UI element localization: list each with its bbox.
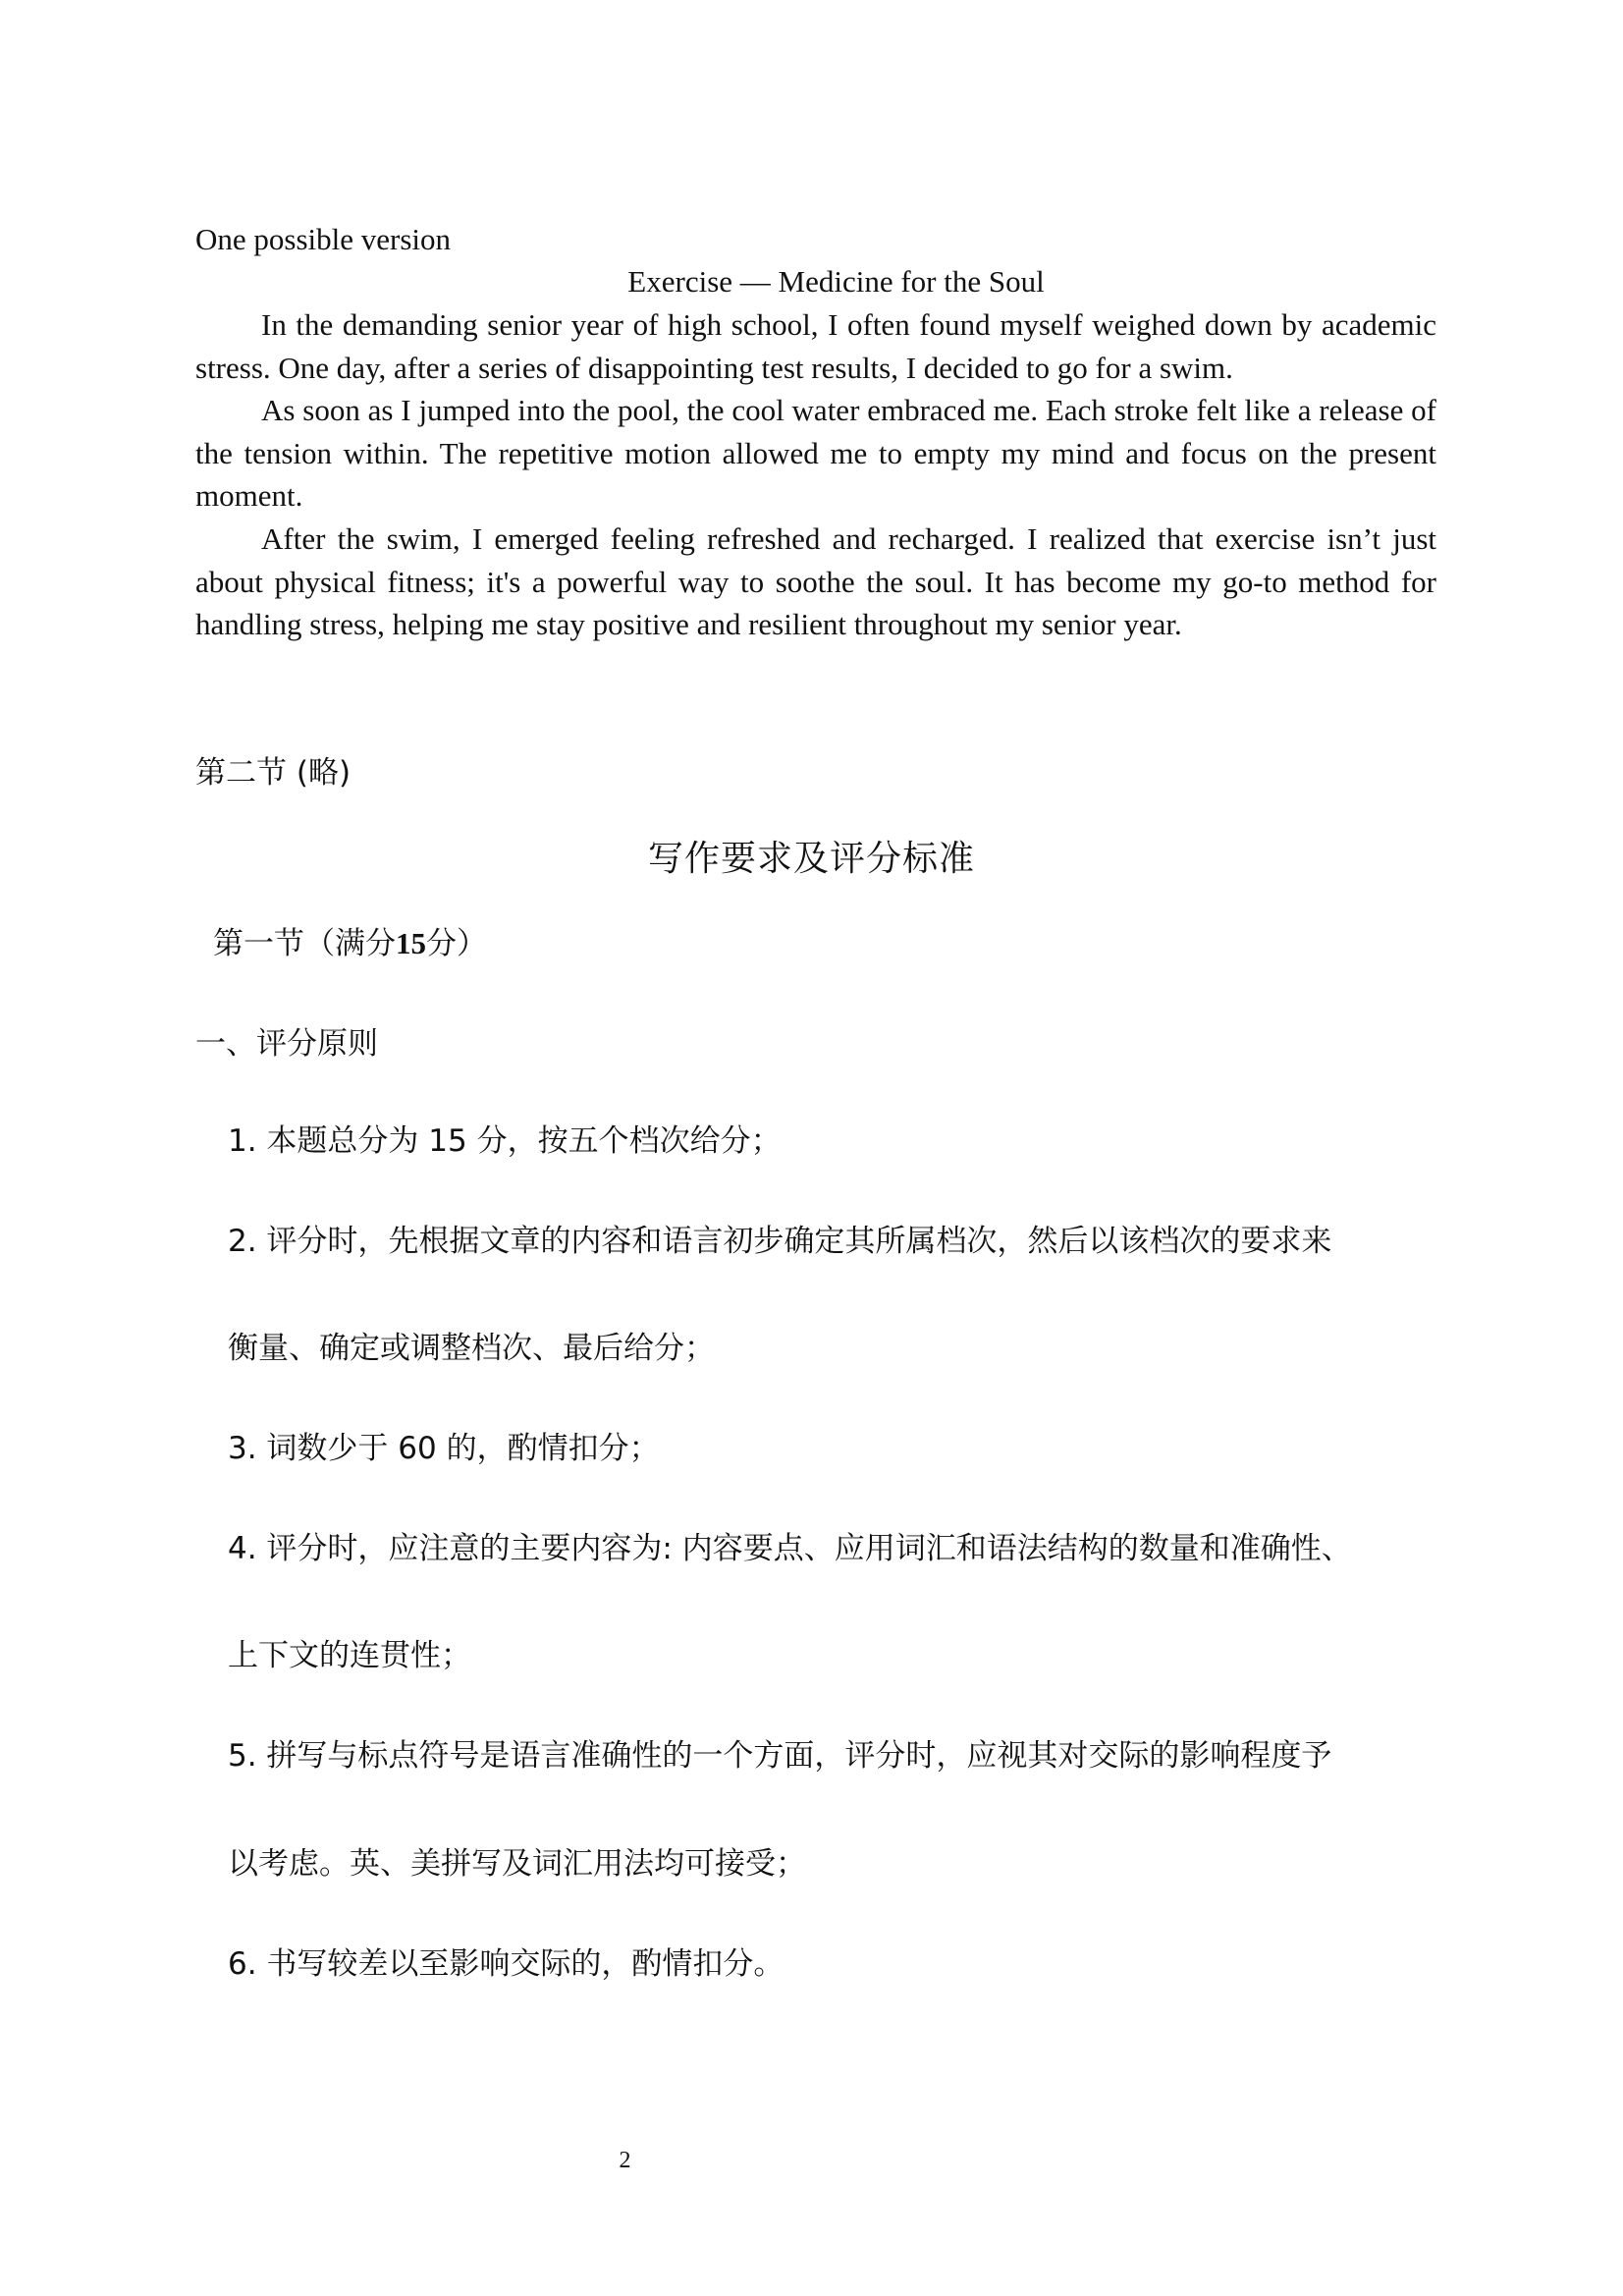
rule-line: 3. 词数少于 60 的，酌情扣分； xyxy=(228,1431,660,1466)
essay-paragraph: As soon as I jumped into the pool, the cool water embraced me. Each stroke felt like a release of the tension within. The repetitive motion allowed me to empty my mind and focus on the present moment. xyxy=(195,393,1436,514)
essay-title: Exercise — Medicine for the Soul xyxy=(627,264,1045,299)
section-two-heading: 第二节 (略) xyxy=(195,755,352,791)
rule-line: 6. 书写较差以至影响交际的，酌情扣分。 xyxy=(228,1946,784,1982)
rule-line: 1. 本题总分为 15 分，按五个档次给分； xyxy=(228,1123,782,1159)
essay-intro: One possible version xyxy=(195,222,452,256)
section-one-score: 15 xyxy=(396,926,426,960)
section-one-suffix: 分） xyxy=(426,926,487,961)
rule-line: 4. 评分时，应注意的主要内容为: 内容要点、应用词汇和语法结构的数量和准确性、 xyxy=(228,1531,1352,1566)
essay-paragraph: After the swim, I emerged feeling refreshed and recharged. I realized that exercise isn’t just about physical fitness; it's a powerful way to soothe the soul. It has become my go-to method for handling stress, helping me stay positive and resilient throughout my senior year. xyxy=(195,520,1436,642)
main-heading: 写作要求及评分标准 xyxy=(647,839,975,879)
page-number: 2 xyxy=(619,2148,631,2173)
essay-paragraph: In the demanding senior year of high school, I often found myself weighed down by academic stress. One day, after a series of disappointing test results, I decided to go for a swim. xyxy=(195,307,1436,385)
rule-line: 以考虑。英、美拼写及词汇用法均可接受； xyxy=(228,1846,806,1882)
section-one-prefix: 第一节（满分 xyxy=(213,926,396,961)
principles-heading: 一、评分原则 xyxy=(195,1026,378,1062)
section-one-heading xyxy=(213,922,487,965)
rule-line: 衡量、确定或调整档次、最后给分； xyxy=(228,1331,715,1366)
rule-line: 上下文的连贯性； xyxy=(228,1638,471,1673)
rule-line: 2. 评分时，先根据文章的内容和语言初步确定其所属档次，然后以该档次的要求来 xyxy=(228,1224,1332,1259)
rule-line: 5. 拼写与标点符号是语言准确性的一个方面，评分时，应视其对交际的影响程度予 xyxy=(228,1738,1332,1774)
essay-body xyxy=(195,303,1436,646)
